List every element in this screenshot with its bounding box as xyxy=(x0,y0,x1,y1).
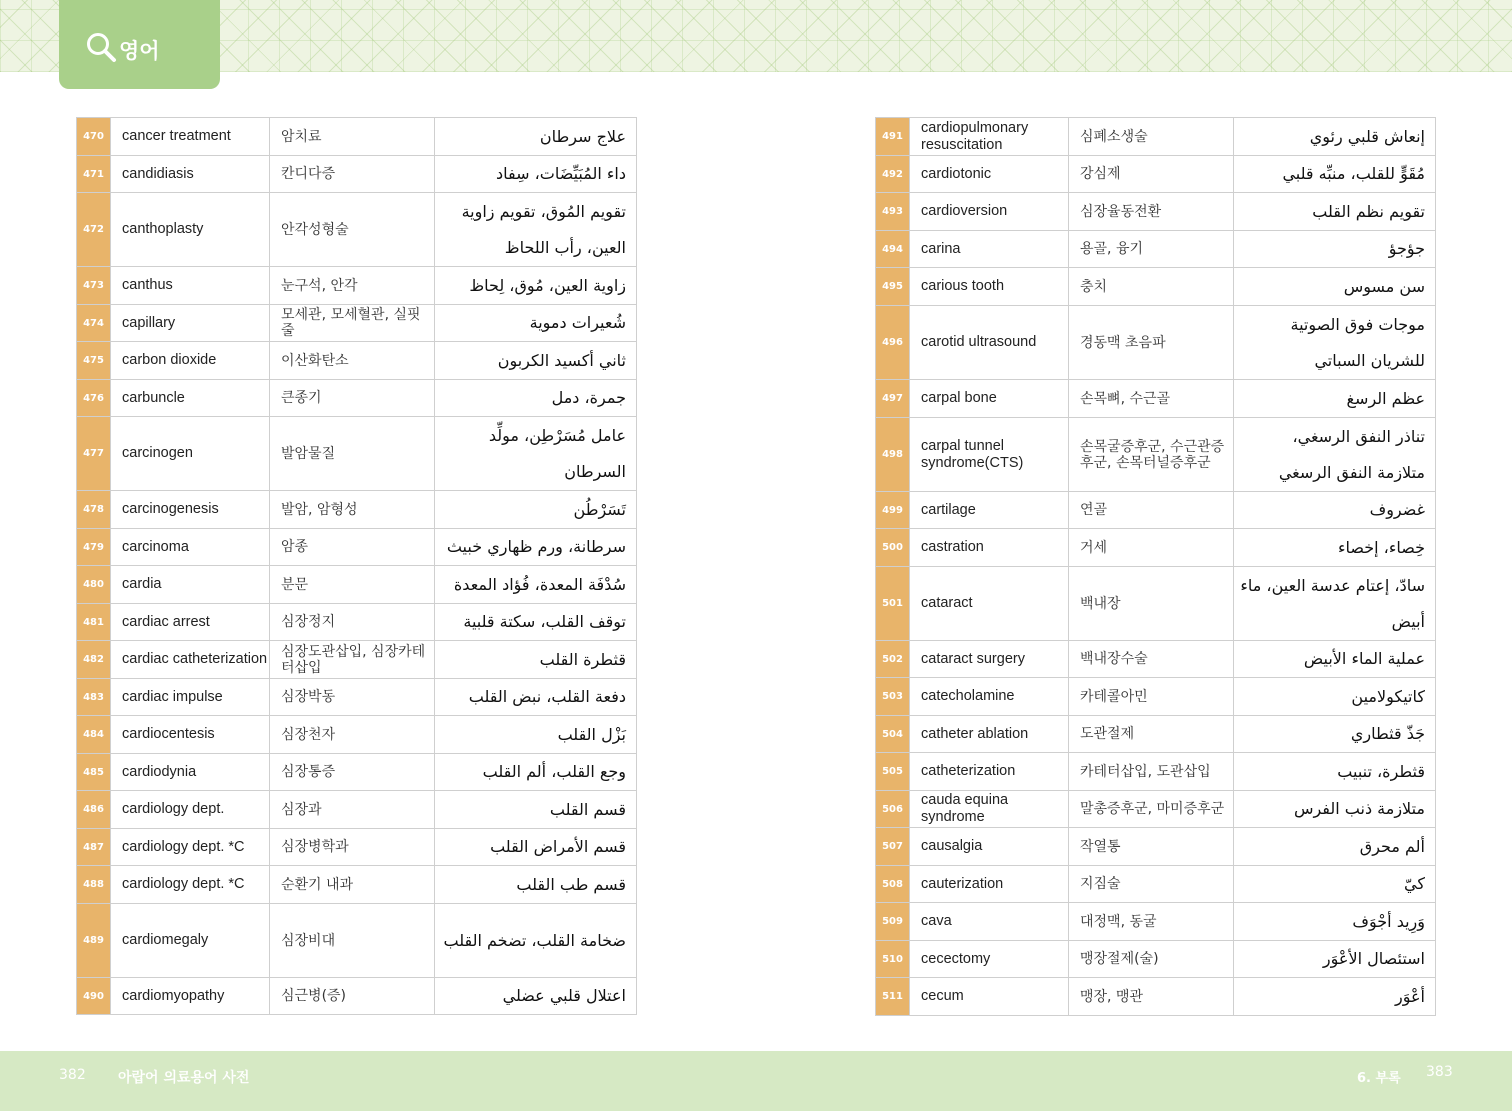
table-row xyxy=(77,754,637,791)
korean-term: 심장박동 xyxy=(270,679,435,716)
table-row xyxy=(77,566,637,604)
korean-term: 심장과 xyxy=(270,791,435,829)
table-row xyxy=(876,941,1436,978)
korean-term: 큰종기 xyxy=(270,380,435,417)
arabic-term: موجات فوق الصوتية للشريان السباتي xyxy=(1234,306,1436,380)
arabic-term: سن مسوس xyxy=(1234,268,1436,306)
korean-term: 대정맥, 동굴 xyxy=(1069,903,1234,941)
arabic-term: قسم القلب xyxy=(435,791,637,829)
term-number: 504 xyxy=(876,716,910,753)
term-number: 472 xyxy=(77,193,111,267)
korean-term: 심장비대 xyxy=(270,904,435,978)
term-number: 507 xyxy=(876,828,910,866)
arabic-term: توقف القلب، سكتة قلبية xyxy=(435,604,637,641)
arabic-term: مُقَوٍّ للقلب، منبِّه قلبي xyxy=(1234,156,1436,193)
korean-term: 심장천자 xyxy=(270,716,435,754)
english-term: carotid ultrasound xyxy=(910,306,1069,380)
english-term: cardiopulmonary resuscitation xyxy=(910,118,1069,156)
korean-term: 맹장, 맹관 xyxy=(1069,978,1234,1016)
term-number: 480 xyxy=(77,566,111,604)
term-number: 471 xyxy=(77,156,111,193)
term-number: 482 xyxy=(77,641,111,679)
arabic-term: غضروف xyxy=(1234,492,1436,529)
english-term: cardiac impulse xyxy=(111,679,270,716)
term-number: 505 xyxy=(876,753,910,791)
table-row xyxy=(77,679,637,716)
korean-term: 암치료 xyxy=(270,118,435,156)
arabic-term: ألم محرق xyxy=(1234,828,1436,866)
english-term: cardiac catheterization xyxy=(111,641,270,679)
arabic-term: استئصال الأعْوَر xyxy=(1234,941,1436,978)
table-row xyxy=(876,156,1436,193)
english-term: cardia xyxy=(111,566,270,604)
table-row xyxy=(876,529,1436,567)
arabic-term: شُعيرات دموية xyxy=(435,305,637,342)
term-number: 494 xyxy=(876,231,910,268)
term-number: 500 xyxy=(876,529,910,567)
korean-term: 모세관, 모세혈관, 실핏줄 xyxy=(270,305,435,342)
korean-term: 백내장수술 xyxy=(1069,641,1234,678)
term-number: 510 xyxy=(876,941,910,978)
term-number: 487 xyxy=(77,829,111,866)
arabic-term: خِصاء، إخصاء xyxy=(1234,529,1436,567)
left-page-number: 382 xyxy=(59,1067,86,1083)
english-term: castration xyxy=(910,529,1069,567)
english-term: cauterization xyxy=(910,866,1069,903)
book-title: 아랍어 의료용어 사전 xyxy=(118,1070,250,1086)
term-number: 499 xyxy=(876,492,910,529)
left-term-table xyxy=(76,117,637,1015)
arabic-term: جَذّ قثطاري xyxy=(1234,716,1436,753)
arabic-term: داء المُبَيِّضَات، سِفاد xyxy=(435,156,637,193)
term-number: 498 xyxy=(876,418,910,492)
korean-term: 거세 xyxy=(1069,529,1234,567)
table-row xyxy=(77,829,637,866)
korean-term: 맹장절제(술) xyxy=(1069,941,1234,978)
english-term: carpal bone xyxy=(910,380,1069,418)
term-number: 486 xyxy=(77,791,111,829)
right-term-table xyxy=(875,117,1436,1016)
term-number: 491 xyxy=(876,118,910,156)
english-term: cardiology dept. *C xyxy=(111,866,270,904)
english-term: capillary xyxy=(111,305,270,342)
term-number: 511 xyxy=(876,978,910,1016)
arabic-term: سادّ، إعتام عدسة العين، ماء أبيض xyxy=(1234,567,1436,641)
arabic-term: ضخامة القلب، تضخم القلب xyxy=(435,904,637,978)
term-number: 506 xyxy=(876,791,910,828)
english-term: cataract surgery xyxy=(910,641,1069,678)
english-term: cecum xyxy=(910,978,1069,1016)
korean-term: 연골 xyxy=(1069,492,1234,529)
table-row xyxy=(77,305,637,342)
english-term: cardiomegaly xyxy=(111,904,270,978)
arabic-term: متلازمة ذنب الفرس xyxy=(1234,791,1436,828)
term-number: 503 xyxy=(876,678,910,716)
term-number: 492 xyxy=(876,156,910,193)
term-number: 481 xyxy=(77,604,111,641)
english-term: cava xyxy=(910,903,1069,941)
english-term: cardioversion xyxy=(910,193,1069,231)
english-term: cardiomyopathy xyxy=(111,978,270,1015)
table-row xyxy=(77,342,637,380)
korean-term: 손목굴증후군, 수근관증후군, 손목터널증후군 xyxy=(1069,418,1234,492)
korean-term: 안각성형술 xyxy=(270,193,435,267)
english-term: carina xyxy=(910,231,1069,268)
table-row xyxy=(876,193,1436,231)
english-term: canthoplasty xyxy=(111,193,270,267)
english-term: cardiology dept. *C xyxy=(111,829,270,866)
korean-term: 작열통 xyxy=(1069,828,1234,866)
table-row xyxy=(77,267,637,305)
table-row xyxy=(77,156,637,193)
term-number: 483 xyxy=(77,679,111,716)
table-row xyxy=(77,641,637,679)
korean-term: 칸디다증 xyxy=(270,156,435,193)
korean-term: 심장정지 xyxy=(270,604,435,641)
english-term: carcinogen xyxy=(111,417,270,491)
arabic-term: إنعاش قلبي رئوي xyxy=(1234,118,1436,156)
korean-term: 말총증후군, 마미증후군 xyxy=(1069,791,1234,828)
arabic-term: عملية الماء الأبيض xyxy=(1234,641,1436,678)
table-row xyxy=(77,716,637,754)
term-number: 474 xyxy=(77,305,111,342)
english-term: candidiasis xyxy=(111,156,270,193)
arabic-term: زاوية العين، مُوق، لِحاظ xyxy=(435,267,637,305)
arabic-term: تناذر النفق الرسغي، متلازمة النفق الرسغي xyxy=(1234,418,1436,492)
table-row xyxy=(77,193,637,267)
table-row xyxy=(77,866,637,904)
english-term: catheter ablation xyxy=(910,716,1069,753)
language-tab-label: 영어 xyxy=(119,38,160,63)
korean-term: 용골, 융기 xyxy=(1069,231,1234,268)
korean-term: 카테터삽입, 도관삽입 xyxy=(1069,753,1234,791)
english-term: carcinogenesis xyxy=(111,491,270,529)
korean-term: 분문 xyxy=(270,566,435,604)
arabic-term: عامل مُسَرْطِن، مولِّد السرطان xyxy=(435,417,637,491)
table-row xyxy=(876,118,1436,156)
table-row xyxy=(876,306,1436,380)
korean-term: 심폐소생술 xyxy=(1069,118,1234,156)
korean-term: 암종 xyxy=(270,529,435,566)
term-number: 485 xyxy=(77,754,111,791)
table-row xyxy=(77,904,637,978)
english-term: canthus xyxy=(111,267,270,305)
arabic-term: جمرة، دمل xyxy=(435,380,637,417)
table-row xyxy=(77,417,637,491)
english-term: cardiology dept. xyxy=(111,791,270,829)
arabic-term: سرطانة، ورم ظهاري خبيث xyxy=(435,529,637,566)
table-row xyxy=(876,866,1436,903)
korean-term: 지짐술 xyxy=(1069,866,1234,903)
english-term: carpal tunnel syndrome(CTS) xyxy=(910,418,1069,492)
english-term: carcinoma xyxy=(111,529,270,566)
arabic-term: وَرِيد أجْوَف xyxy=(1234,903,1436,941)
korean-term: 심장율동전환 xyxy=(1069,193,1234,231)
english-term: carious tooth xyxy=(910,268,1069,306)
english-term: causalgia xyxy=(910,828,1069,866)
term-number: 476 xyxy=(77,380,111,417)
arabic-term: تقويم المُوق، تقويم زاوية العين، رأب اللحاظ xyxy=(435,193,637,267)
english-term: carbon dioxide xyxy=(111,342,270,380)
table-row xyxy=(876,268,1436,306)
term-number: 477 xyxy=(77,417,111,491)
english-term: cardiac arrest xyxy=(111,604,270,641)
table-row xyxy=(77,604,637,641)
term-number: 473 xyxy=(77,267,111,305)
korean-term: 이산화탄소 xyxy=(270,342,435,380)
table-row xyxy=(77,791,637,829)
arabic-term: قثطرة القلب xyxy=(435,641,637,679)
english-term: cancer treatment xyxy=(111,118,270,156)
table-row xyxy=(876,380,1436,418)
arabic-term: قسم الأمراض القلب xyxy=(435,829,637,866)
arabic-term: وجع القلب، ألم القلب xyxy=(435,754,637,791)
arabic-term: بَزْل القلب xyxy=(435,716,637,754)
korean-term: 심장통증 xyxy=(270,754,435,791)
arabic-term: أعْوَر xyxy=(1234,978,1436,1016)
term-number: 479 xyxy=(77,529,111,566)
english-term: cecectomy xyxy=(910,941,1069,978)
table-row xyxy=(876,641,1436,678)
page-footer xyxy=(0,1051,1512,1111)
arabic-term: اعتلال قلبي عضلي xyxy=(435,978,637,1015)
table-row xyxy=(876,678,1436,716)
term-number: 490 xyxy=(77,978,111,1015)
right-page-number: 383 xyxy=(1426,1064,1453,1080)
table-row xyxy=(876,231,1436,268)
arabic-term: قثطرة، تنبيب xyxy=(1234,753,1436,791)
korean-term: 발암, 암형성 xyxy=(270,491,435,529)
english-term: cartilage xyxy=(910,492,1069,529)
term-number: 493 xyxy=(876,193,910,231)
korean-term: 카테콜아민 xyxy=(1069,678,1234,716)
korean-term: 심근병(증) xyxy=(270,978,435,1015)
arabic-term: دفعة القلب، نبض القلب xyxy=(435,679,637,716)
arabic-term: كيّ xyxy=(1234,866,1436,903)
term-number: 484 xyxy=(77,716,111,754)
arabic-term: جؤجؤ xyxy=(1234,231,1436,268)
table-row xyxy=(876,492,1436,529)
table-row xyxy=(876,716,1436,753)
arabic-term: ثاني أكسيد الكربون xyxy=(435,342,637,380)
english-term: cauda equina syndrome xyxy=(910,791,1069,828)
term-number: 470 xyxy=(77,118,111,156)
term-number: 509 xyxy=(876,903,910,941)
table-row xyxy=(876,791,1436,828)
korean-term: 충치 xyxy=(1069,268,1234,306)
term-number: 478 xyxy=(77,491,111,529)
arabic-term: تقويم نظم القلب xyxy=(1234,193,1436,231)
korean-term: 백내장 xyxy=(1069,567,1234,641)
table-row xyxy=(77,118,637,156)
term-number: 475 xyxy=(77,342,111,380)
korean-term: 경동맥 초음파 xyxy=(1069,306,1234,380)
arabic-term: سُدْفَة المعدة، فُؤاد المعدة xyxy=(435,566,637,604)
korean-term: 도관절제 xyxy=(1069,716,1234,753)
table-row xyxy=(876,753,1436,791)
table-row xyxy=(876,418,1436,492)
language-tab[interactable] xyxy=(59,0,220,89)
table-row xyxy=(876,567,1436,641)
english-term: catecholamine xyxy=(910,678,1069,716)
english-term: cataract xyxy=(910,567,1069,641)
arabic-term: عظم الرسغ xyxy=(1234,380,1436,418)
arabic-term: علاج سرطان xyxy=(435,118,637,156)
term-number: 496 xyxy=(876,306,910,380)
arabic-term: تَسَرْطُن xyxy=(435,491,637,529)
english-term: carbuncle xyxy=(111,380,270,417)
table-row xyxy=(876,978,1436,1016)
arabic-term: قسم طب القلب xyxy=(435,866,637,904)
table-row xyxy=(77,491,637,529)
arabic-term: كاتيكولامين xyxy=(1234,678,1436,716)
korean-term: 강심제 xyxy=(1069,156,1234,193)
term-number: 488 xyxy=(77,866,111,904)
korean-term: 순환기 내과 xyxy=(270,866,435,904)
term-number: 495 xyxy=(876,268,910,306)
section-title: 6. 부록 xyxy=(1357,1071,1401,1086)
term-number: 501 xyxy=(876,567,910,641)
english-term: catheterization xyxy=(910,753,1069,791)
english-term: cardiodynia xyxy=(111,754,270,791)
table-row xyxy=(876,903,1436,941)
term-number: 502 xyxy=(876,641,910,678)
table-row xyxy=(77,380,637,417)
korean-term: 손목뼈, 수근골 xyxy=(1069,380,1234,418)
korean-term: 심장병학과 xyxy=(270,829,435,866)
header-pattern-band xyxy=(0,0,1512,72)
term-number: 497 xyxy=(876,380,910,418)
english-term: cardiotonic xyxy=(910,156,1069,193)
search-icon xyxy=(85,31,117,63)
table-row xyxy=(876,828,1436,866)
korean-term: 발암물질 xyxy=(270,417,435,491)
term-number: 489 xyxy=(77,904,111,978)
english-term: cardiocentesis xyxy=(111,716,270,754)
korean-term: 심장도관삽입, 심장카테터삽입 xyxy=(270,641,435,679)
table-row xyxy=(77,529,637,566)
table-row xyxy=(77,978,637,1015)
term-number: 508 xyxy=(876,866,910,903)
korean-term: 눈구석, 안각 xyxy=(270,267,435,305)
